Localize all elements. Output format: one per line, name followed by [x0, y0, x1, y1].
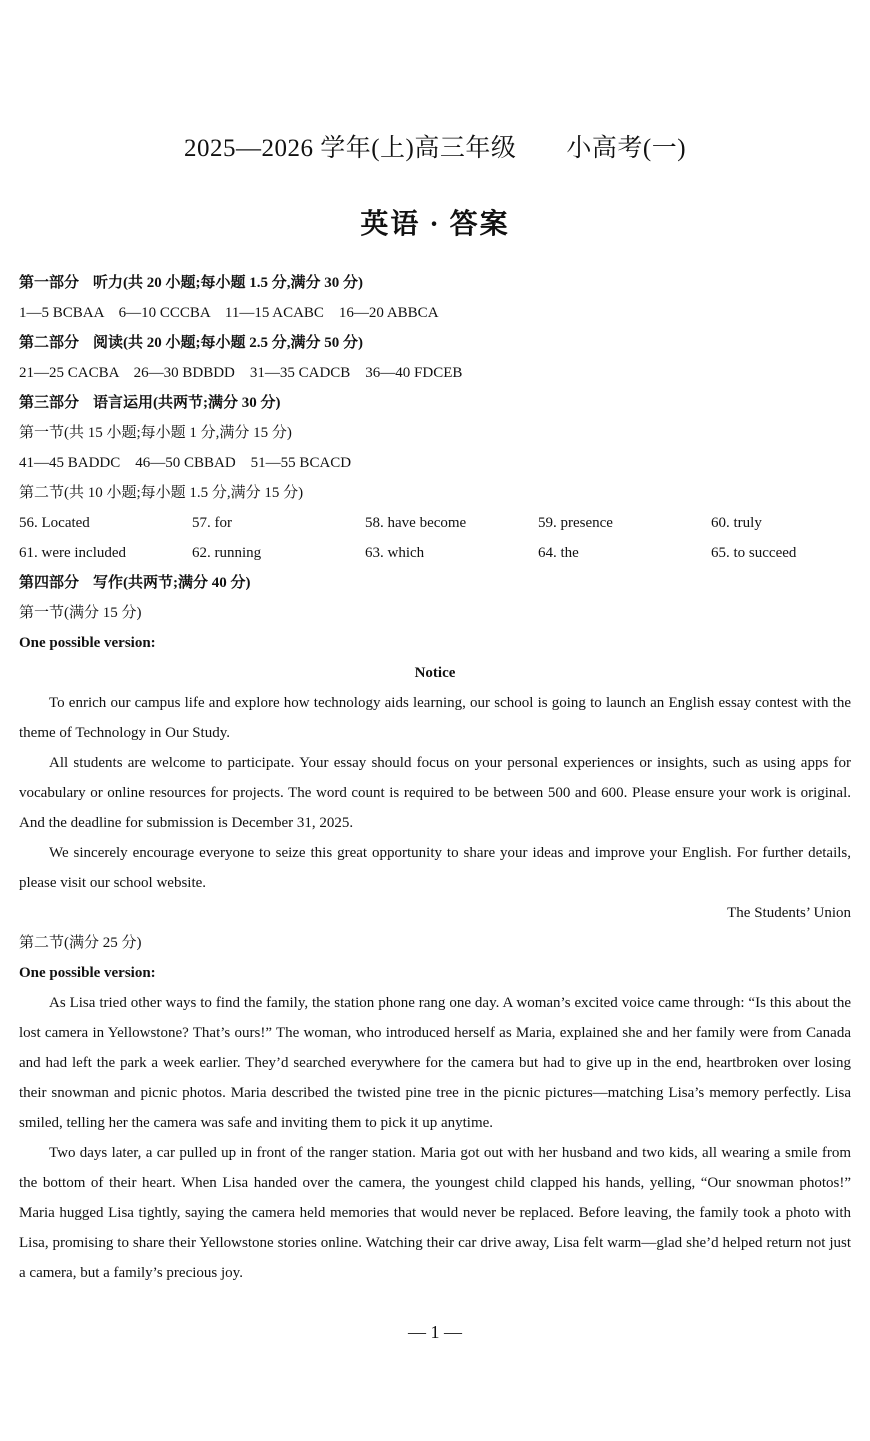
- fill-answer-61: 61. were included: [19, 545, 127, 561]
- part3-label: 第三部分: [19, 395, 80, 411]
- answer-content: [19, 268, 851, 1288]
- page-title: [0, 128, 870, 164]
- notice-title: Notice: [414, 665, 456, 681]
- notice-paragraph-2: All students are welcome to participate. Your essay should focus on your personal experiences or insights, such as using apps for vocabulary or online resources for projects. The word count is required to be between 500 and 600. Please ensure your work is original. And the deadline for submission is December 31, 2025.: [19, 755, 851, 831]
- part3-section1-answers: 41—45 BADDC 46—50 CBBAD 51—55 BCACD: [19, 455, 352, 471]
- title-exam: 小高考(一): [566, 135, 687, 162]
- part2-heading: [19, 328, 851, 358]
- part1-label: 第一部分: [19, 275, 80, 291]
- part2-answers: 21—25 CACBA 26—30 BDBDD 31—35 CADCB 36—40 FDCEB: [19, 365, 463, 381]
- version-label-1: One possible version:: [19, 635, 156, 651]
- part3-section2-heading: 第二节(共 10 小题;每小题 1.5 分,满分 15 分): [19, 485, 304, 501]
- part4-heading: [19, 568, 851, 598]
- part2-heading-text: 阅读(共 20 小题;每小题 2.5 分,满分 50 分): [93, 335, 364, 351]
- page-number: — 1 —: [408, 1322, 462, 1342]
- fill-answer-63: 63. which: [365, 545, 425, 561]
- fill-answers-row-2: [19, 538, 851, 568]
- fill-answer-57: 57. for: [192, 515, 232, 531]
- notice-paragraph-3: We sincerely encourage everyone to seize this great opportunity to share your ideas and improve your English. For further details, please visit our school website.: [19, 845, 851, 891]
- fill-answer-59: 59. presence: [538, 515, 613, 531]
- notice-paragraph-1: To enrich our campus life and explore how technology aids learning, our school is going to launch an English essay contest with the theme of Technology in Our Study.: [19, 695, 851, 741]
- fill-answer-65: 65. to succeed: [711, 545, 797, 561]
- fill-answers-row-1: [19, 508, 851, 538]
- part1-heading-text: 听力(共 20 小题;每小题 1.5 分,满分 30 分): [93, 275, 364, 291]
- part2-label: 第二部分: [19, 335, 80, 351]
- part1-answers: 1—5 BCBAA 6—10 CCCBA 11—15 ACABC 16—20 ABBCA: [19, 305, 439, 321]
- story-paragraph-1: As Lisa tried other ways to find the family, the station phone rang one day. A woman’s excited voice came through: “Is this about the lost camera in Yellowstone? That’s ours!” The woman, who introduced herself as Maria, explained she and her family were from Canada and had left the park a week earlier. They’d searched everywhere for the camera but had to give up in the end, heartbroken over losing their snowman and picnic photos. Maria described the twisted pine tree in the picnic pictures—matching Lisa’s memory perfectly. Lisa smiled, telling her the camera was safe and inviting them to pick it up anytime.: [19, 995, 851, 1131]
- part3-heading-text: 语言运用(共两节;满分 30 分): [93, 395, 281, 411]
- part4-heading-text: 写作(共两节;满分 40 分): [93, 575, 251, 591]
- notice-signature: The Students’ Union: [727, 905, 851, 921]
- page-subtitle: 英语 · 答案: [360, 209, 510, 240]
- part1-heading: [19, 268, 851, 298]
- fill-answer-62: 62. running: [192, 545, 262, 561]
- fill-answer-64: 64. the: [538, 545, 579, 561]
- version-label-2: One possible version:: [19, 965, 156, 981]
- fill-answer-58: 58. have become: [365, 515, 467, 531]
- fill-answer-56: 56. Located: [19, 515, 90, 531]
- part4-section1-heading: 第一节(满分 15 分): [19, 605, 142, 621]
- part4-label: 第四部分: [19, 575, 80, 591]
- part4-section2-heading: 第二节(满分 25 分): [19, 935, 142, 951]
- title-grade: 2025—2026 学年(上)高三年级: [183, 135, 517, 162]
- story-paragraph-2: Two days later, a car pulled up in front of the ranger station. Maria got out with her husband and two kids, all wearing a smile from the bottom of their heart. When Lisa handed over the camera, the youngest child clapped his hands, yelling, “Our snowman photos!” Maria hugged Lisa tightly, saying the camera held memories that would never be replaced. Before leaving, the family took a photo with Lisa, promising to share their Yellowstone stories online. Watching their car drive away, Lisa felt warm—glad she’d helped return not just a camera, but a family’s precious joy.: [19, 1145, 851, 1281]
- fill-answer-60: 60. truly: [711, 515, 762, 531]
- part3-section1-heading: 第一节(共 15 小题;每小题 1 分,满分 15 分): [19, 425, 292, 441]
- part3-heading: [19, 388, 851, 418]
